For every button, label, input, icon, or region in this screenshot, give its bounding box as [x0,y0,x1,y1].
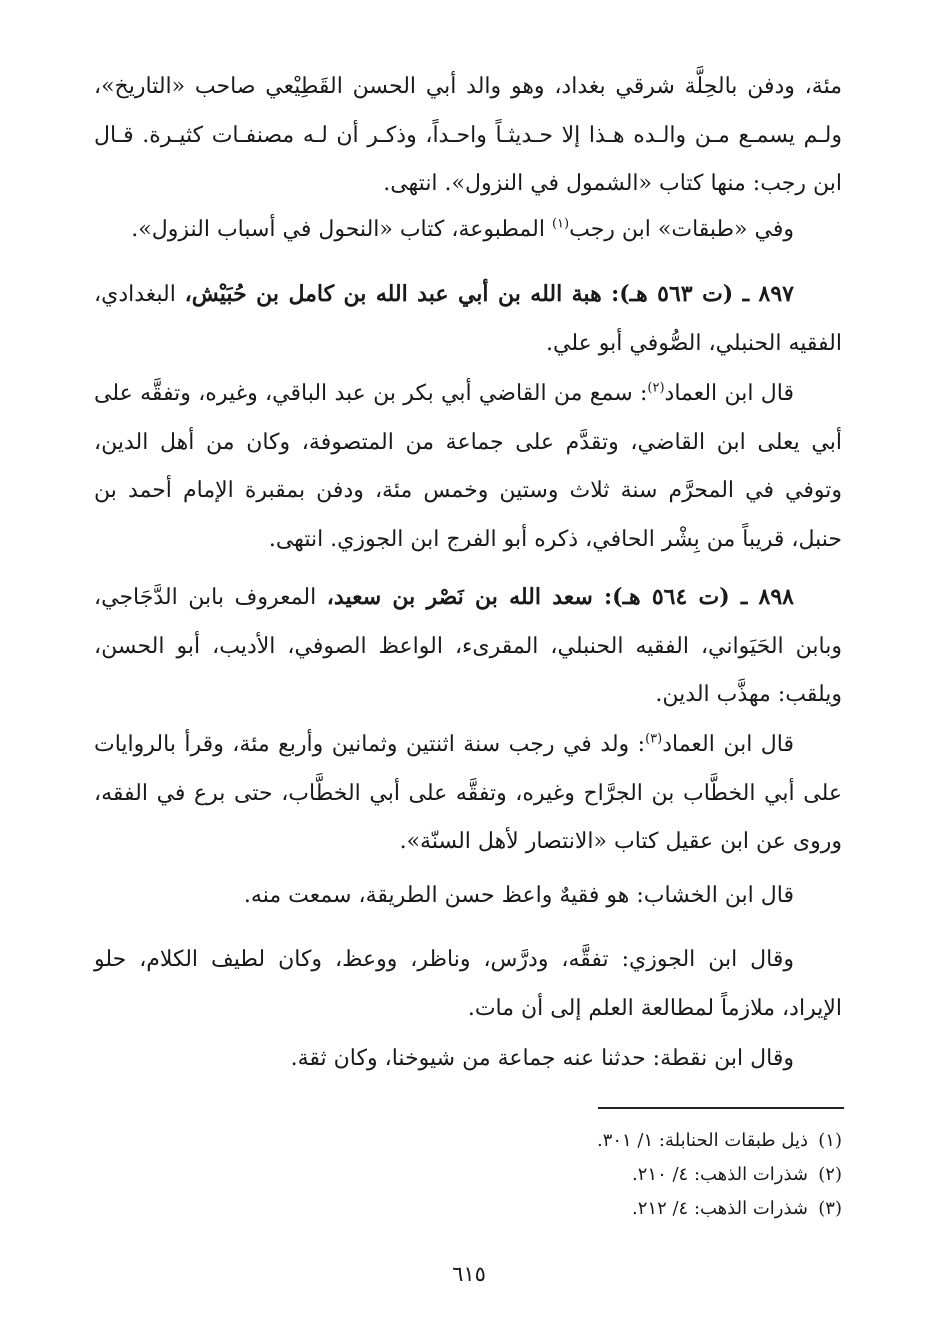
entry-name: هبة الله بن أبي عبد الله بن كامل بن حُبَيْش، [184,281,612,307]
footnote-number: (٢) [818,1164,842,1185]
footnote-item [342,1192,842,1226]
entry-number: ٨٩٧ ـ (ت ٥٦٣ هـ): [611,281,794,307]
paragraph-text: قال ابن العماد [664,381,794,406]
footnote-item [342,1124,842,1158]
paragraph-text: : سمع من القاضي أبي بكر بن عبد الباقي، وغيره، وتفقَّه على أبي يعلى ابن القاضي، وتقدَّم على جماعة من المتصوفة، وكان من أهل الدين، وتوفي في المحرَّم سنة ثلاث وستين وخمس مئة، ودفن بمقبرة الإمام أحمد بن حنبل، قريباً من بِشْر الحافي، ذكره أبو الفرج ابن الجوزي. انتهى. [94,381,842,552]
footnote-ref: (٢) [647,380,665,396]
paragraph-ibn-nuqta: وقال ابن نقطة: حدثنا عنه جماعة من شيوخنا، وكان ثقة. [290,1046,794,1071]
paragraph-continuation: مئة، ودفن بالحِلَّة شرقي بغداد، وهو والد أبي الحسن القَطِيْعي صاحب «التاريخ»، ولـم يسمـع مـن والـده هـذا إلا حـديثـاً واحـداً، وذكـر أن لـه مصنفـات كثيـرة. قـال ابن رجب: منها كتاب «الشمول في النزول». انتهى. [94,74,842,196]
footnote-ref: (٣) [645,731,663,747]
paragraph-ibn-jawzi: وقال ابن الجوزي: تفقَّه، ودرَّس، وناظر، ووعظ، وكان لطيف الكلام، حلو الإيراد، ملازماً لمطالعة العلم إلى أن مات. [94,947,842,1021]
entry-description: المعروف بابن الدَّجَاجي، وبابن الحَيَواني، الفقيه الحنبلي، المقرىء، الواعظ الصوفي، الأديب، أبو الحسن، ويلقب: مهذَّب الدين. [94,585,842,707]
paragraph-ibn-imad-1 [94,370,842,564]
footnote-ref: (١) [551,216,570,232]
paragraph-ibn-imad-2 [94,721,842,867]
entry-898 [94,573,842,720]
entry-897 [94,270,842,368]
footnotes-list [342,1124,842,1226]
paragraph-text: وفي «طبقات» ابن رجب [569,217,794,242]
entry-number: ٨٩٨ ـ (ت ٥٦٤ هـ): [604,584,794,610]
paragraph-text: المطبوعة، كتاب «النحول في أسباب النزول». [131,217,552,242]
page-number: ٦١٥ [452,1262,486,1286]
paragraph-text: قال ابن العماد [662,732,794,757]
paragraph-tabaqat-note [94,206,842,255]
footnote-number: (٣) [818,1198,842,1219]
paragraph-text: : ولد في رجب سنة اثنتين وثمانين وأربع مئة، وقرأ بالروايات على أبي الخطَّاب بن الجرَّاح وغيره، وتفقَّه على أبي الخطَّاب، حتى برع في الفقه، وروى عن ابن عقيل كتاب «الانتصار لأهل السنّة». [94,732,842,854]
entry-name: سعد الله بن نَصْر بن سعيد، [326,584,605,610]
footnote-item [342,1158,842,1192]
footnote-text: شذرات الذهب: ٤/ ٢١٢. [632,1198,808,1219]
footnote-text: شذرات الذهب: ٤/ ٢١٠. [632,1164,808,1185]
footnote-divider [598,1107,844,1109]
footnote-text: ذيل طبقات الحنابلة: ١/ ٣٠١. [596,1130,808,1151]
entry-description: البغدادي، الفقيه الحنبلي، الصُّوفي أبو علي. [94,282,842,356]
footnote-number: (١) [818,1130,842,1151]
paragraph-ibn-khashshab: قال ابن الخشاب: هو فقيهٌ واعظ حسن الطريقة، سمعت منه. [243,883,794,908]
